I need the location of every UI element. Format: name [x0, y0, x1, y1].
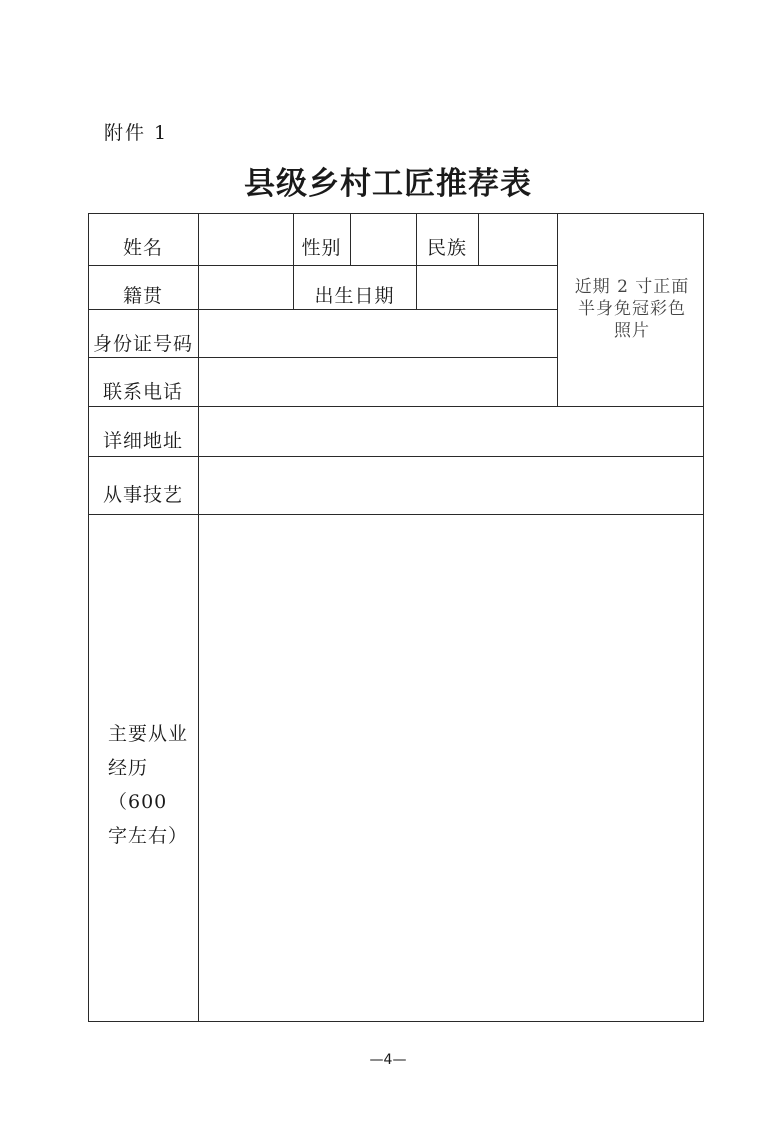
- native-place-label: 籍贯: [122, 284, 163, 307]
- photo-instruction-line3: 照片: [614, 321, 650, 341]
- phone-label: 联系电话: [102, 380, 183, 403]
- birth-date-field[interactable]: [417, 266, 557, 309]
- address-field[interactable]: [199, 407, 703, 456]
- ethnicity-field[interactable]: [479, 213, 557, 265]
- gender-field[interactable]: [351, 213, 416, 265]
- gender-label: 性别: [301, 236, 342, 259]
- experience-label-line3: 字左右）: [108, 825, 189, 847]
- experience-label-line2: 经历（600: [108, 757, 168, 813]
- form-title: 县级乡村工匠推荐表: [244, 166, 532, 202]
- ethnicity-label: 民族: [426, 236, 467, 259]
- photo-instruction-line2: 半身免冠彩色: [578, 299, 686, 319]
- attachment-label: 附件 1: [104, 122, 169, 144]
- name-label: 姓名: [122, 236, 163, 259]
- experience-label-line1: 主要从业: [108, 723, 189, 745]
- photo-placeholder[interactable]: [562, 276, 702, 342]
- experience-field[interactable]: [199, 515, 703, 1021]
- id-number-label: 身份证号码: [92, 332, 193, 355]
- birth-date-label: 出生日期: [314, 284, 395, 307]
- photo-instruction-line1: 近期 2 寸正面: [574, 277, 690, 297]
- page-number: —4—: [369, 1052, 407, 1068]
- experience-label: [108, 717, 198, 853]
- address-label: 详细地址: [102, 429, 183, 452]
- phone-field[interactable]: [199, 358, 557, 406]
- native-place-field[interactable]: [199, 266, 293, 309]
- craft-field[interactable]: [199, 457, 703, 514]
- craft-label: 从事技艺: [102, 483, 183, 506]
- name-field[interactable]: [199, 213, 293, 265]
- id-number-field[interactable]: [199, 310, 557, 357]
